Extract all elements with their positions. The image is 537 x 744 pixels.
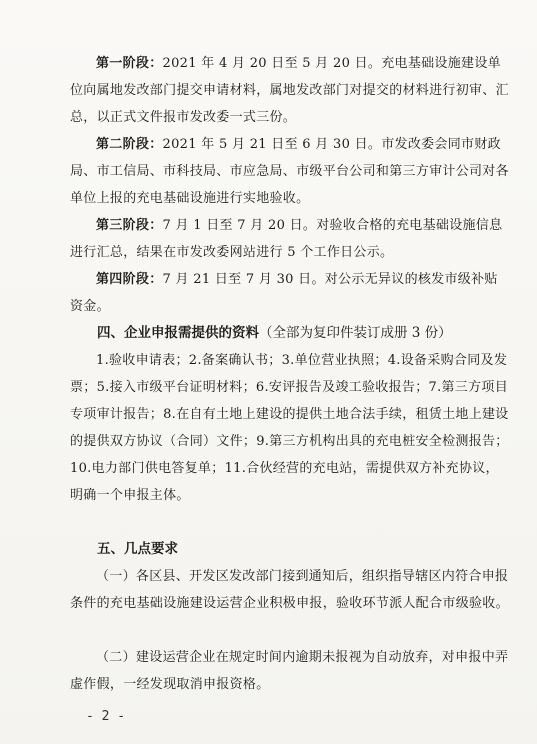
stage-4-text: 7 月 21 日至 7 月 30 日。对公示无异议的核发市级补贴资金。 [70,272,498,314]
stage-1-paragraph [70,50,510,131]
stage-2-text: 2021 年 5 月 21 日至 6 月 30 日。市发改委会同市财政局、市工信局、市科技局、市应急局、市级平台公司和第三方审计公司对各单位上报的充电基础设施进行实地验收。 [70,137,509,206]
stage-1-text: 2021 年 4 月 20 日至 5 月 20 日。充电基础设施建设单位向属地发改部门提交申请材料，属地发改部门对提交的材料进行初审、汇总，以正式文件报市发改委一式三份。 [70,56,509,125]
section-4-body: 1.验收申请表；2.备案确认书；3.单位营业执照；4.设备采购合同及发票；5.接入市级平台证明材料；6.安评报告及竣工验收报告；7.第三方项目专项审计报告；8.在自有土地上建设的提供土地合法手续，租赁土地上建设的提供双方协议（合同）文件；9.第三方机构出具的充电桩安全检测报告；10.电力部门供电答复单；11.合伙经营的充电站，需提供双方补充协议，明确一个申报主体。 [70,353,509,503]
stage-1-label: 第一阶段： [96,56,163,71]
stage-2-label: 第二阶段： [96,137,163,152]
section-4-heading-note: （全部为复印件装订成册 3 份） [259,325,452,341]
stage-3-paragraph [70,212,510,266]
section-5-heading: 五、几点要求 [97,541,178,557]
stage-4-label: 第四阶段： [96,272,163,287]
stage-3-text: 7 月 1 日至 7 月 20 日。对验收合格的充电基础设施信息进行汇总，结果在市发改委网站进行 5 个工作日公示。 [70,218,503,260]
stage-4-paragraph [70,266,510,320]
section-4-heading-text: 四、企业申报需提供的资料 [97,325,259,341]
requirement-1: （一）各区县、开发区发改部门接到通知后，组织指导辖区内符合申报条件的充电基础设施建设运营企业积极申报，验收环节派人配合市级验收。 [70,569,509,611]
stage-2-paragraph [70,131,510,212]
stage-3-label: 第三阶段： [96,218,163,233]
page-number: - 2 - [86,709,126,724]
section-4-heading [70,320,510,347]
requirement-2: （二）建设运营企业在规定时间内逾期未报视为自动放弃，对申报中弄虚作假，一经发现取消申报资格。 [70,650,509,692]
